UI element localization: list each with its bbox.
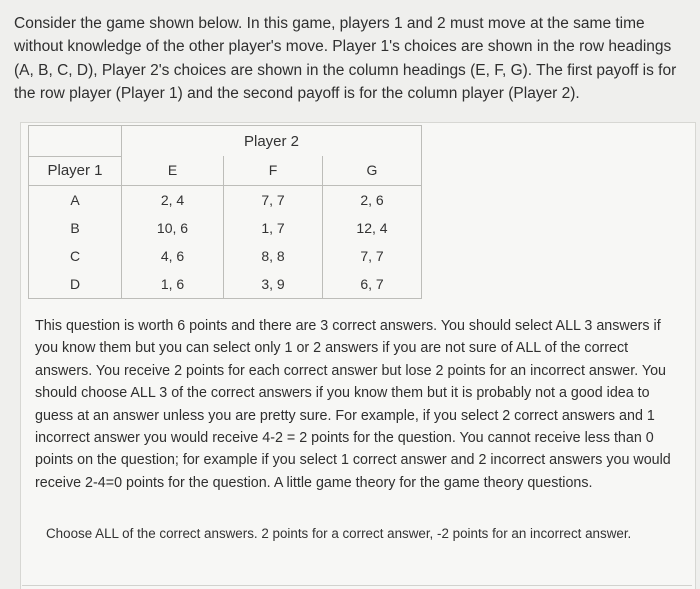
column-headings-row — [29, 156, 422, 185]
column-heading-e: E — [122, 156, 224, 185]
table-row — [29, 270, 422, 299]
intro-text-block — [14, 12, 690, 106]
table-row — [29, 214, 422, 242]
payoff-cell: 6, 7 — [323, 270, 422, 299]
payoff-cell: 2, 4 — [122, 185, 224, 214]
row-heading-a: A — [29, 185, 122, 214]
column-heading-g: G — [323, 156, 422, 185]
table-row — [29, 242, 422, 270]
payoff-matrix — [28, 125, 422, 299]
payoff-cell: 2, 6 — [323, 185, 422, 214]
row-heading-c: C — [29, 242, 122, 270]
payoff-cell: 1, 7 — [224, 214, 323, 242]
table-row — [29, 185, 422, 214]
player1-label: Player 1 — [29, 156, 122, 185]
payoff-cell: 8, 8 — [224, 242, 323, 270]
answer-instruction-block — [46, 523, 666, 545]
payoff-cell: 7, 7 — [224, 185, 323, 214]
question-text-block — [35, 315, 675, 494]
row-heading-d: D — [29, 270, 122, 299]
question-paragraph: This question is worth 6 points and there are 3 correct answers. You should select ALL 3 answers if you know them but you can select only 1 or 2 answers if you are not sure of ALL of the correct answers. You receive 2 points for each correct answer but lose 2 points for an incorrect answer. You should choose ALL 3 of the correct answers if you know them but it is probably not a good idea to guess at an answer unless you are pretty sure. For example, if you select 2 correct answers and 1 incorrect answer you would receive 4-2 = 2 points for the question. You cannot receive less than 0 points on the question; for example if you select 1 correct answer and 2 incorrect answers you would receive 2-4=0 points for the question. A little game theory for the game theory questions. — [35, 318, 671, 491]
answer-instruction: Choose ALL of the correct answers. 2 points for a correct answer, -2 points for an incorrect answer. — [46, 526, 632, 541]
player2-header-row — [29, 126, 422, 157]
payoff-cell: 1, 6 — [122, 270, 224, 299]
payoff-cell: 4, 6 — [122, 242, 224, 270]
corner-cell — [29, 126, 122, 157]
player2-label: Player 2 — [122, 126, 422, 157]
payoff-cell: 7, 7 — [323, 242, 422, 270]
payoff-cell: 12, 4 — [323, 214, 422, 242]
payoff-cell: 10, 6 — [122, 214, 224, 242]
payoff-cell: 3, 9 — [224, 270, 323, 299]
row-heading-b: B — [29, 214, 122, 242]
column-heading-f: F — [224, 156, 323, 185]
intro-paragraph: Consider the game shown below. In this game, players 1 and 2 must move at the same time without knowledge of the other player's move. Player 1's choices are shown in the row headings (A, B, C, D), Player 2's choices are shown in the column headings (E, F, G). The first payoff is for the row player (Player 1) and the second payoff is for the column player (Player 2). — [14, 15, 677, 103]
divider — [22, 585, 692, 586]
